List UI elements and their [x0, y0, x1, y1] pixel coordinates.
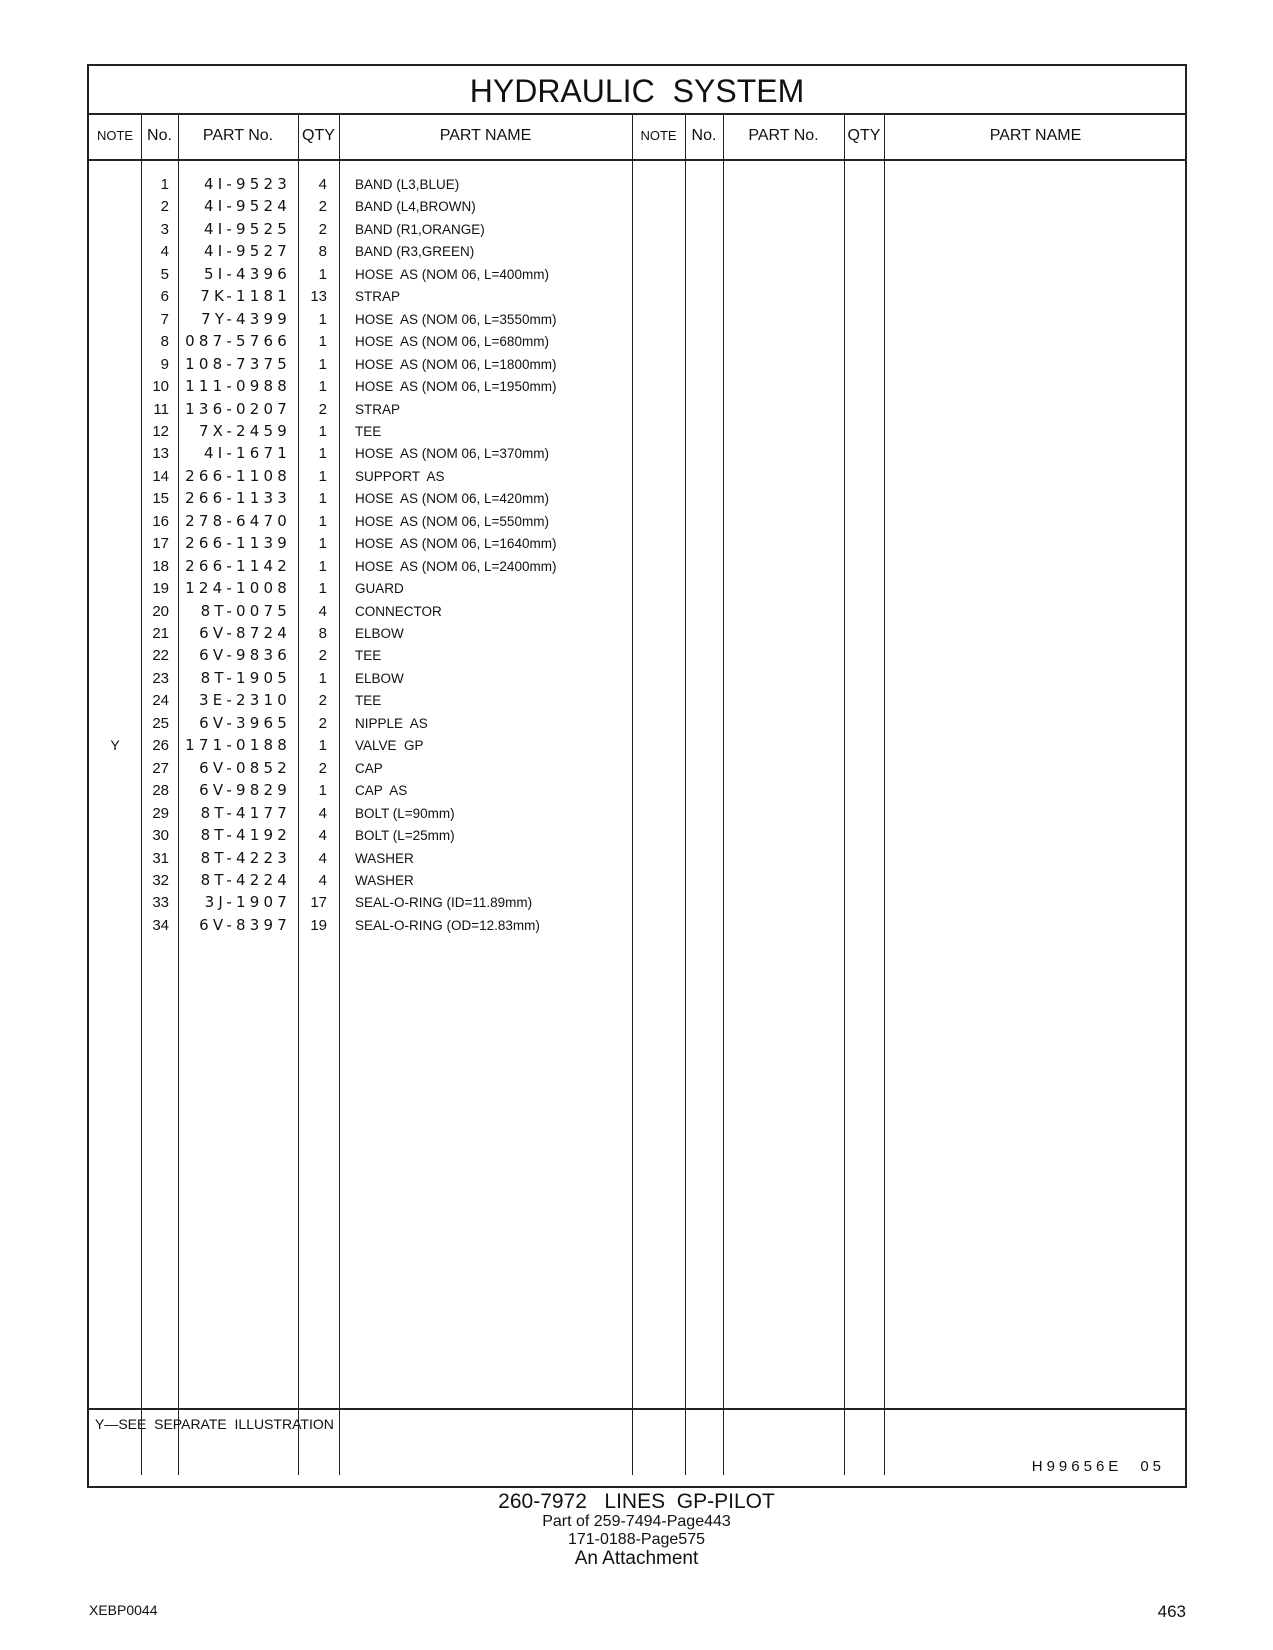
row-number: 2: [160, 198, 169, 216]
row-number: 22: [152, 647, 169, 665]
row-quantity: 1: [318, 310, 327, 328]
row-part-number: 124-1008: [185, 579, 291, 598]
title-word: HYDRAULIC: [469, 73, 655, 109]
row-part-number: 8T-4177: [200, 803, 291, 822]
row-number: 13: [152, 445, 169, 463]
row-quantity: 4: [318, 602, 327, 620]
row-quantity: 2: [318, 198, 327, 216]
row-part-number: 4I-1671: [204, 444, 291, 463]
row-number: 33: [152, 894, 169, 912]
row-part-name: WASHER: [355, 872, 414, 888]
row-part-name: NIPPLE AS: [355, 715, 428, 731]
row-part-name: TEE: [355, 648, 382, 664]
row-part-number: 266-1139: [185, 534, 291, 553]
row-number: 18: [152, 557, 169, 575]
row-quantity: 1: [318, 557, 327, 575]
row-number: 8: [160, 333, 169, 351]
row-part-number: 8T-4224: [200, 870, 291, 889]
row-part-number: 4I-9527: [204, 242, 291, 261]
row-number: 17: [152, 535, 169, 553]
title-word: SYSTEM: [672, 73, 805, 109]
row-part-name: HOSE AS (NOM 06, L=370mm): [355, 446, 549, 462]
row-part-name: BOLT (L=25mm): [355, 828, 455, 844]
row-number: 3: [160, 220, 169, 238]
row-part-name: HOSE AS (NOM 06, L=550mm): [355, 513, 549, 529]
row-part-number: 087-5766: [185, 332, 291, 351]
page-title: [89, 66, 1185, 115]
row-part-number: 278-6470: [185, 511, 291, 530]
row-part-name: TEE: [355, 423, 382, 439]
row-number: 12: [152, 422, 169, 440]
illustration-code: [1032, 1458, 1165, 1475]
row-part-number: 4I-9523: [204, 175, 291, 193]
part-of-reference: Part of 259-7494-Page443: [542, 1513, 731, 1530]
row-number: 24: [152, 692, 169, 710]
row-quantity: 4: [318, 849, 327, 867]
row-part-number: 6V-8724: [199, 624, 291, 642]
row-part-number: 266-1142: [185, 556, 291, 575]
row-number: 16: [152, 512, 169, 530]
header-note-right: NOTE: [640, 128, 677, 143]
row-number: 6: [160, 288, 169, 306]
row-quantity: 1: [318, 378, 327, 396]
table-header: [89, 113, 1185, 161]
row-part-number: 3J-1907: [204, 893, 291, 912]
header-no: No.: [147, 127, 172, 144]
row-number: 5: [160, 265, 169, 283]
row-part-name: CAP: [355, 760, 383, 776]
row-number: 21: [152, 625, 169, 642]
row-part-name: BOLT (L=90mm): [355, 805, 455, 821]
footer-divider: [89, 1408, 1185, 1410]
row-part-number: 6V-8397: [199, 915, 291, 934]
row-part-number: 7K-1181: [200, 287, 291, 306]
row-part-name: HOSE AS (NOM 06, L=3550mm): [355, 311, 557, 327]
row-part-name: ELBOW: [355, 626, 404, 641]
row-note: Y: [110, 737, 120, 754]
row-quantity: 1: [318, 445, 327, 463]
row-quantity: 4: [318, 804, 327, 822]
row-part-number: 7Y-4399: [201, 309, 291, 328]
row-quantity: 8: [318, 625, 327, 642]
row-part-name: WASHER: [355, 850, 414, 866]
row-number: 10: [152, 378, 169, 396]
row-part-number: 266-1133: [185, 489, 291, 508]
row-part-name: ELBOW: [355, 670, 404, 686]
row-quantity: 1: [318, 535, 327, 553]
row-part-name: VALVE GP: [355, 738, 424, 754]
illustration-revision: 05: [1140, 1458, 1165, 1475]
row-quantity: 2: [318, 759, 327, 777]
row-quantity: 1: [318, 512, 327, 530]
row-quantity: 13: [310, 288, 327, 306]
row-number: 14: [152, 467, 169, 485]
group-title: 260-7972 LINES GP-PILOT: [498, 1490, 775, 1513]
row-part-name: HOSE AS (NOM 06, L=400mm): [355, 266, 549, 282]
row-quantity: 1: [318, 467, 327, 485]
header-part-no-right: PART No.: [748, 127, 819, 144]
row-part-number: 6V-9829: [199, 781, 291, 800]
row-quantity: 1: [318, 490, 327, 508]
row-part-name: HOSE AS (NOM 06, L=680mm): [355, 334, 549, 350]
row-number: 23: [152, 669, 169, 687]
row-part-name: STRAP: [355, 401, 401, 417]
row-part-number: 5I-4396: [204, 264, 291, 283]
row-number: 32: [152, 871, 169, 889]
row-part-number: 8T-0075: [200, 601, 291, 620]
illustration-code-id: H99656E: [1031, 1458, 1123, 1475]
row-quantity: 1: [318, 782, 327, 800]
row-number: 1: [160, 176, 169, 193]
row-part-number: 3E-2310: [198, 691, 291, 710]
row-quantity: 1: [318, 333, 327, 351]
row-quantity: 1: [318, 422, 327, 440]
row-part-number: 6V-0852: [199, 758, 291, 777]
row-part-number: 136-0207: [185, 399, 291, 418]
row-part-name: SEAL-O-RING (ID=11.89mm): [355, 895, 533, 911]
row-part-number: 6V-3965: [199, 713, 291, 732]
row-part-name: BAND (R1,ORANGE): [355, 221, 485, 237]
row-quantity: 2: [318, 714, 327, 732]
page-reference: 171-0188-Page575: [567, 1531, 705, 1548]
row-quantity: 8: [318, 243, 327, 261]
row-part-number: 171-0188: [185, 736, 291, 755]
row-part-name: SUPPORT AS: [355, 468, 445, 484]
footnote: Y—SEE SEPARATE ILLUSTRATION: [95, 1416, 334, 1432]
row-number: 15: [152, 490, 169, 508]
row-number: 25: [152, 714, 169, 732]
row-part-number: 266-1108: [185, 466, 291, 485]
row-part-number: 8T-4223: [200, 848, 291, 867]
row-part-name: CAP AS: [355, 783, 408, 799]
row-part-name: HOSE AS (NOM 06, L=1640mm): [355, 536, 557, 552]
row-part-number: 6V-9836: [199, 646, 291, 665]
row-number: 7: [160, 310, 169, 328]
page-number: 463: [1157, 1602, 1186, 1621]
attachment-label: An Attachment: [574, 1548, 699, 1569]
row-part-number: 4I-9524: [204, 197, 291, 216]
header-part-no: PART No.: [202, 127, 274, 144]
row-number: 9: [160, 355, 169, 373]
header-no-right: No.: [691, 127, 717, 144]
row-part-name: BAND (L3,BLUE): [355, 177, 460, 192]
row-part-number: 111-0988: [185, 377, 291, 396]
row-quantity: 17: [310, 894, 327, 912]
row-part-number: 8T-1905: [200, 668, 291, 687]
row-part-name: BAND (L4,BROWN): [355, 199, 476, 215]
row-number: 11: [153, 400, 169, 418]
row-part-number: 7X-2459: [198, 421, 291, 440]
row-quantity: 4: [318, 871, 327, 889]
row-quantity: 2: [318, 692, 327, 710]
row-quantity: 1: [318, 737, 327, 755]
row-number: 34: [152, 916, 169, 934]
parts-list-frame: [87, 64, 1187, 1488]
row-quantity: 1: [318, 669, 327, 687]
row-part-number: 4I-9525: [204, 219, 291, 238]
row-number: 27: [152, 759, 169, 777]
parts-table-body: [89, 161, 1185, 1473]
row-part-number: 108-7375: [185, 354, 291, 373]
row-number: 4: [160, 243, 169, 261]
row-quantity: 2: [318, 647, 327, 665]
row-number: 26: [152, 737, 169, 755]
row-number: 19: [152, 580, 169, 598]
row-part-name: STRAP: [355, 289, 401, 305]
header-qty: QTY: [302, 127, 335, 144]
header-note: NOTE: [96, 128, 134, 143]
row-part-name: CONNECTOR: [355, 603, 442, 619]
row-quantity: 4: [318, 176, 327, 193]
row-number: 20: [152, 602, 169, 620]
row-quantity: 2: [318, 220, 327, 238]
row-part-name: TEE: [355, 693, 382, 709]
document-code: XEBP0044: [89, 1602, 158, 1618]
row-quantity: 19: [310, 916, 327, 934]
row-number: 28: [152, 782, 169, 800]
row-part-name: BAND (R3,GREEN): [355, 244, 475, 260]
row-part-number: 8T-4192: [200, 826, 291, 845]
row-number: 29: [152, 804, 169, 822]
header-qty-right: QTY: [847, 127, 881, 144]
row-quantity: 4: [318, 827, 327, 845]
row-quantity: 1: [318, 355, 327, 373]
row-number: 30: [152, 827, 169, 845]
row-part-name: HOSE AS (NOM 06, L=1950mm): [355, 379, 557, 395]
row-part-name: HOSE AS (NOM 06, L=2400mm): [355, 558, 557, 574]
row-part-name: HOSE AS (NOM 06, L=1800mm): [355, 356, 557, 372]
row-quantity: 1: [318, 265, 327, 283]
header-part-name: PART NAME: [439, 127, 532, 144]
row-quantity: 2: [318, 400, 327, 418]
header-part-name-right: PART NAME: [989, 127, 1082, 144]
row-part-name: SEAL-O-RING (OD=12.83mm): [355, 917, 540, 933]
row-part-name: HOSE AS (NOM 06, L=420mm): [355, 491, 549, 507]
row-part-name: GUARD: [355, 581, 404, 597]
row-number: 31: [152, 849, 169, 867]
row-quantity: 1: [318, 580, 327, 598]
